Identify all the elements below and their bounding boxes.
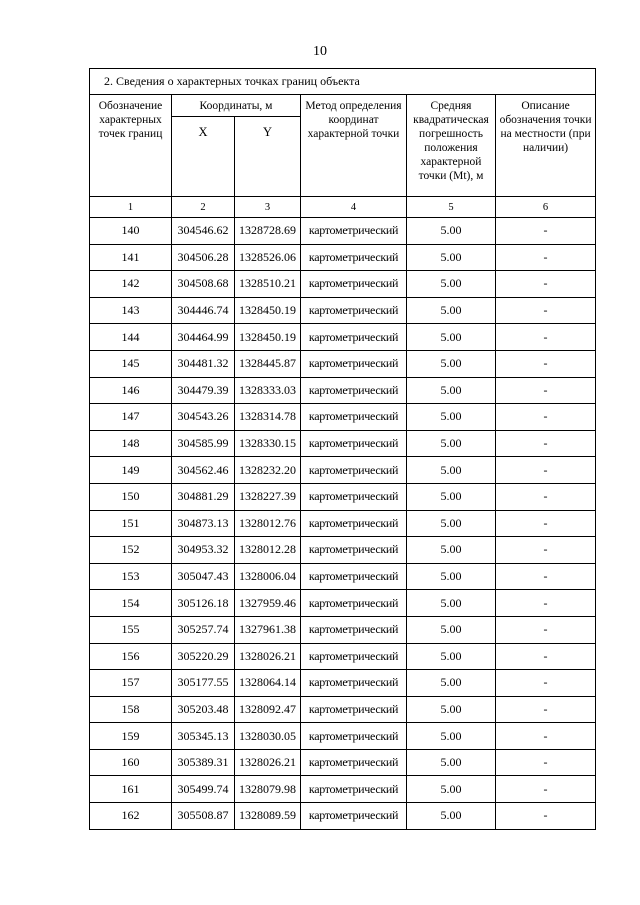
description-cell: -	[496, 297, 596, 324]
x-coordinate-cell: 304543.26	[172, 404, 235, 431]
table-row	[90, 643, 596, 670]
boundary-points-table	[89, 68, 596, 830]
header-description: Описание обозначения точки на местности (при наличии)	[496, 95, 596, 197]
y-coordinate-cell: 1328026.21	[235, 643, 301, 670]
page-number: 10	[313, 44, 327, 59]
description-cell: -	[496, 430, 596, 457]
description-cell: -	[496, 643, 596, 670]
column-number: 4	[301, 197, 407, 218]
table-row	[90, 776, 596, 803]
header-method: Метод определения координат характерной точки	[301, 95, 407, 197]
header-point-designation: Обозначение характерных точек границ	[90, 95, 172, 197]
column-number: 6	[496, 197, 596, 218]
x-coordinate-cell: 305345.13	[172, 723, 235, 750]
method-cell: картометрический	[301, 776, 407, 803]
method-cell: картометрический	[301, 537, 407, 564]
description-cell: -	[496, 218, 596, 245]
error-cell: 5.00	[407, 457, 496, 484]
error-cell: 5.00	[407, 244, 496, 271]
point-number-cell: 141	[90, 244, 172, 271]
method-cell: картометрический	[301, 350, 407, 377]
table-row	[90, 723, 596, 750]
point-number-cell: 150	[90, 483, 172, 510]
y-coordinate-cell: 1328030.05	[235, 723, 301, 750]
point-number-cell: 143	[90, 297, 172, 324]
error-cell: 5.00	[407, 377, 496, 404]
description-cell: -	[496, 749, 596, 776]
method-cell: картометрический	[301, 616, 407, 643]
table-row	[90, 696, 596, 723]
point-number-cell: 158	[90, 696, 172, 723]
method-cell: картометрический	[301, 483, 407, 510]
point-number-cell: 140	[90, 218, 172, 245]
error-cell: 5.00	[407, 537, 496, 564]
x-coordinate-cell: 304446.74	[172, 297, 235, 324]
table-row	[90, 483, 596, 510]
column-number-row	[90, 197, 596, 218]
table-row	[90, 404, 596, 431]
error-cell: 5.00	[407, 324, 496, 351]
x-coordinate-cell: 305389.31	[172, 749, 235, 776]
method-cell: картометрический	[301, 404, 407, 431]
x-coordinate-cell: 305499.74	[172, 776, 235, 803]
x-coordinate-cell: 304953.32	[172, 537, 235, 564]
table-row	[90, 457, 596, 484]
method-cell: картометрический	[301, 324, 407, 351]
point-number-cell: 142	[90, 271, 172, 298]
method-cell: картометрический	[301, 510, 407, 537]
method-cell: картометрический	[301, 643, 407, 670]
column-number: 5	[407, 197, 496, 218]
x-coordinate-cell: 304479.39	[172, 377, 235, 404]
table-row	[90, 803, 596, 830]
y-coordinate-cell: 1328526.06	[235, 244, 301, 271]
table-row	[90, 377, 596, 404]
error-cell: 5.00	[407, 218, 496, 245]
error-cell: 5.00	[407, 430, 496, 457]
description-cell: -	[496, 590, 596, 617]
y-coordinate-cell: 1328227.39	[235, 483, 301, 510]
error-cell: 5.00	[407, 696, 496, 723]
point-number-cell: 149	[90, 457, 172, 484]
x-coordinate-cell: 304585.99	[172, 430, 235, 457]
description-cell: -	[496, 537, 596, 564]
point-number-cell: 160	[90, 749, 172, 776]
error-cell: 5.00	[407, 749, 496, 776]
description-cell: -	[496, 457, 596, 484]
y-coordinate-cell: 1328089.59	[235, 803, 301, 830]
y-coordinate-cell: 1328006.04	[235, 563, 301, 590]
y-coordinate-cell: 1328012.76	[235, 510, 301, 537]
method-cell: картометрический	[301, 723, 407, 750]
x-coordinate-cell: 304464.99	[172, 324, 235, 351]
x-coordinate-cell: 305203.48	[172, 696, 235, 723]
description-cell: -	[496, 616, 596, 643]
error-cell: 5.00	[407, 563, 496, 590]
column-number: 3	[235, 197, 301, 218]
method-cell: картометрический	[301, 590, 407, 617]
header-coordinates: Координаты, м	[172, 95, 301, 117]
header-x: X	[172, 117, 235, 197]
y-coordinate-cell: 1328333.03	[235, 377, 301, 404]
y-coordinate-cell: 1328232.20	[235, 457, 301, 484]
y-coordinate-cell: 1328314.78	[235, 404, 301, 431]
error-cell: 5.00	[407, 350, 496, 377]
column-number: 2	[172, 197, 235, 218]
table-row	[90, 350, 596, 377]
point-number-cell: 144	[90, 324, 172, 351]
error-cell: 5.00	[407, 723, 496, 750]
x-coordinate-cell: 304506.28	[172, 244, 235, 271]
description-cell: -	[496, 776, 596, 803]
y-coordinate-cell: 1328510.21	[235, 271, 301, 298]
y-coordinate-cell: 1328728.69	[235, 218, 301, 245]
method-cell: картометрический	[301, 297, 407, 324]
table-row	[90, 271, 596, 298]
method-cell: картометрический	[301, 218, 407, 245]
point-number-cell: 155	[90, 616, 172, 643]
y-coordinate-cell: 1328079.98	[235, 776, 301, 803]
y-coordinate-cell: 1328092.47	[235, 696, 301, 723]
point-number-cell: 145	[90, 350, 172, 377]
table-row	[90, 670, 596, 697]
table-row	[90, 324, 596, 351]
point-number-cell: 161	[90, 776, 172, 803]
table-row	[90, 430, 596, 457]
point-number-cell: 156	[90, 643, 172, 670]
error-cell: 5.00	[407, 616, 496, 643]
error-cell: 5.00	[407, 271, 496, 298]
description-cell: -	[496, 377, 596, 404]
error-cell: 5.00	[407, 670, 496, 697]
method-cell: картометрический	[301, 803, 407, 830]
error-cell: 5.00	[407, 776, 496, 803]
x-coordinate-cell: 304873.13	[172, 510, 235, 537]
table-row	[90, 218, 596, 245]
y-coordinate-cell: 1328330.15	[235, 430, 301, 457]
error-cell: 5.00	[407, 483, 496, 510]
point-number-cell: 153	[90, 563, 172, 590]
y-coordinate-cell: 1328450.19	[235, 324, 301, 351]
error-cell: 5.00	[407, 404, 496, 431]
table-row	[90, 244, 596, 271]
x-coordinate-cell: 305257.74	[172, 616, 235, 643]
description-cell: -	[496, 696, 596, 723]
point-number-cell: 159	[90, 723, 172, 750]
point-number-cell: 157	[90, 670, 172, 697]
y-coordinate-cell: 1327961.38	[235, 616, 301, 643]
header-error: Средняя квадратическая погрешность положения характерной точки (Mt), м	[407, 95, 496, 197]
y-coordinate-cell: 1328012.28	[235, 537, 301, 564]
x-coordinate-cell: 304562.46	[172, 457, 235, 484]
method-cell: картометрический	[301, 749, 407, 776]
point-number-cell: 162	[90, 803, 172, 830]
x-coordinate-cell: 304508.68	[172, 271, 235, 298]
table-row	[90, 297, 596, 324]
x-coordinate-cell: 304881.29	[172, 483, 235, 510]
error-cell: 5.00	[407, 590, 496, 617]
method-cell: картометрический	[301, 563, 407, 590]
x-coordinate-cell: 305126.18	[172, 590, 235, 617]
point-number-cell: 151	[90, 510, 172, 537]
x-coordinate-cell: 305508.87	[172, 803, 235, 830]
point-number-cell: 147	[90, 404, 172, 431]
x-coordinate-cell: 304481.32	[172, 350, 235, 377]
description-cell: -	[496, 271, 596, 298]
table-row	[90, 537, 596, 564]
column-number: 1	[90, 197, 172, 218]
table-row	[90, 590, 596, 617]
description-cell: -	[496, 510, 596, 537]
point-number-cell: 154	[90, 590, 172, 617]
x-coordinate-cell: 305220.29	[172, 643, 235, 670]
y-coordinate-cell: 1328064.14	[235, 670, 301, 697]
method-cell: картометрический	[301, 377, 407, 404]
error-cell: 5.00	[407, 803, 496, 830]
description-cell: -	[496, 483, 596, 510]
y-coordinate-cell: 1328026.21	[235, 749, 301, 776]
header-row	[90, 95, 596, 117]
method-cell: картометрический	[301, 696, 407, 723]
y-coordinate-cell: 1327959.46	[235, 590, 301, 617]
description-cell: -	[496, 350, 596, 377]
y-coordinate-cell: 1328450.19	[235, 297, 301, 324]
error-cell: 5.00	[407, 510, 496, 537]
header-y: Y	[235, 117, 301, 197]
table-row	[90, 510, 596, 537]
method-cell: картометрический	[301, 244, 407, 271]
x-coordinate-cell: 305047.43	[172, 563, 235, 590]
section-caption: 2. Сведения о характерных точках границ объекта	[90, 69, 596, 95]
description-cell: -	[496, 563, 596, 590]
error-cell: 5.00	[407, 297, 496, 324]
table-row	[90, 616, 596, 643]
table-row	[90, 563, 596, 590]
method-cell: картометрический	[301, 670, 407, 697]
caption-row	[90, 69, 596, 95]
method-cell: картометрический	[301, 271, 407, 298]
description-cell: -	[496, 244, 596, 271]
point-number-cell: 148	[90, 430, 172, 457]
error-cell: 5.00	[407, 643, 496, 670]
x-coordinate-cell: 304546.62	[172, 218, 235, 245]
point-number-cell: 152	[90, 537, 172, 564]
description-cell: -	[496, 803, 596, 830]
method-cell: картометрический	[301, 457, 407, 484]
description-cell: -	[496, 404, 596, 431]
method-cell: картометрический	[301, 430, 407, 457]
y-coordinate-cell: 1328445.87	[235, 350, 301, 377]
x-coordinate-cell: 305177.55	[172, 670, 235, 697]
description-cell: -	[496, 723, 596, 750]
point-number-cell: 146	[90, 377, 172, 404]
description-cell: -	[496, 670, 596, 697]
table-row	[90, 749, 596, 776]
description-cell: -	[496, 324, 596, 351]
